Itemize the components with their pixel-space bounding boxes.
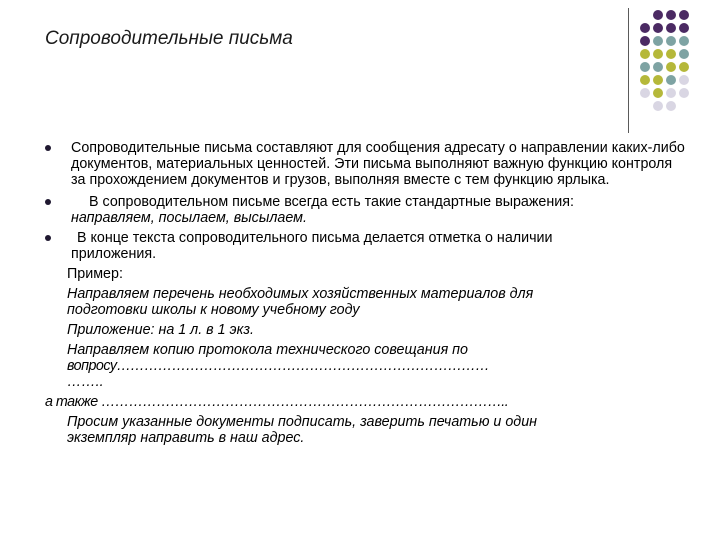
decorative-dot [679,23,689,33]
decorative-dot [640,36,650,46]
divider-line [628,8,629,133]
decorative-dot [679,75,689,85]
decorative-dot [640,49,650,59]
bullet-text-3: В конце текста сопроводительного письма делается отметка о наличии [77,230,553,246]
decorative-dot [653,75,663,85]
example-line-5: Просим указанные документы подписать, заверить печатью и один экземпляр направить в наш адрес. [67,414,538,446]
decorative-dot [666,36,676,46]
decorative-dot [666,75,676,85]
bullet-icon [45,199,51,205]
example-line-1: Направляем перечень необходимых хозяйственных материалов для подготовки школы к новому учебному году [67,286,534,318]
decorative-dot [679,88,689,98]
bullet-text-3-cont: приложения. [71,246,157,262]
decorative-dot [666,49,676,59]
decorative-dot [666,62,676,72]
bullet-text-2: В сопроводительном письме всегда есть такие стандартные выражения: [89,194,574,210]
slide-title: Сопроводительные письма [45,28,293,49]
decorative-dot [666,88,676,98]
example-line-3: Направляем копию протокола технического совещания по вопросу……………………………………………………………………… …….. [67,342,490,390]
decorative-dot [679,10,689,20]
decorative-dot [653,36,663,46]
decorative-dot [666,10,676,20]
decorative-dot [640,62,650,72]
decorative-dot [666,23,676,33]
decorative-dot [653,49,663,59]
bullet-icon [45,235,51,241]
slide-body [45,140,685,446]
bullet-text-2-phrases: направляем, посылаем, высылаем. [71,210,307,226]
bullet-item-1 [45,140,685,188]
decorative-dot [653,23,663,33]
example-line-4: а также …………………………………………………………………………….. [45,394,509,410]
example-line-2: Приложение: на 1 л. в 1 экз. [67,322,254,338]
bullet-item-2 [45,194,685,226]
bullet-text-1: Сопроводительные письма составляют для сообщения адресату о направлении каких-либо документов, материальных ценностей. Эти письма выполняют важную функцию контроля за прохождением документов и грузов, выполняя вместе с тем функцию ярлыка. [71,140,685,188]
decorative-dot [653,10,663,20]
decorative-dot [679,36,689,46]
bullet-icon [45,145,51,151]
example-label: Пример: [67,266,123,282]
decorative-dot-grid [640,10,704,110]
decorative-dot [640,75,650,85]
decorative-dot [666,101,676,111]
bullet-item-3 [45,230,685,262]
decorative-dot [640,23,650,33]
decorative-dot [653,101,663,111]
decorative-dot [640,88,650,98]
decorative-dot [653,62,663,72]
decorative-dot [653,88,663,98]
decorative-dot [679,49,689,59]
decorative-dot [679,62,689,72]
